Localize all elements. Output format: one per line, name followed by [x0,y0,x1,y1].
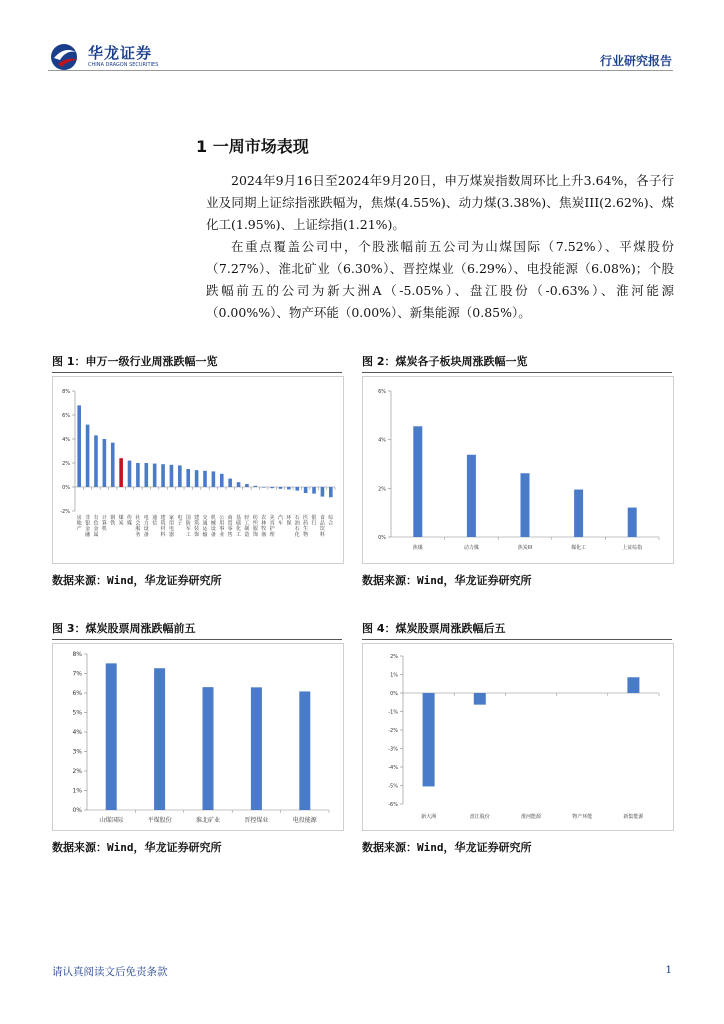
x-tick-label-char: 饰 [194,531,200,538]
bar-汽车 [279,487,283,489]
x-tick-label-char: 础 [236,520,242,527]
bar-焦煤 [413,426,422,537]
x-tick-label-char: 料 [319,531,325,538]
x-tick-label-char: 油 [294,520,300,527]
x-tick-label-char: 车 [277,520,283,527]
bar-交通运输 [203,471,207,487]
y-tick-label: 8% [62,389,70,395]
bar-山煤国际 [106,663,117,810]
chart-2-svg [363,377,673,563]
x-tick-label-char: 器 [168,531,174,538]
bar-公用事业 [220,474,224,487]
brand-name: 华龙证券 [88,44,153,62]
bar-房地产 [77,405,81,487]
figure-2-source: 数据来源：Wind，华龙证券研究所 [362,574,532,587]
bar-新大洲 [423,693,435,786]
header-divider [48,70,673,71]
figure-4-source: 数据来源：Wind，华龙证券研究所 [362,841,532,854]
bar-银行 [312,487,316,494]
x-tick-label-char: 会 [135,520,141,527]
x-tick-label-char: 物 [303,531,309,538]
x-tick-label-char: 贸 [227,520,233,527]
x-tick-label-char: 品 [319,520,325,527]
y-tick-label: -4% [388,765,398,771]
x-tick-label: 电投能源 [292,817,317,824]
x-tick-label-char: 电 [177,515,183,521]
bar-煤炭 [119,458,123,487]
y-tick-label: -3% [388,746,398,753]
x-tick-label-char: 材 [160,526,166,533]
x-tick-label: 平煤股份 [147,817,172,824]
figure-3-chart [52,643,344,831]
y-tick-label: 0% [62,485,70,491]
x-tick-label-char: 金 [93,526,99,533]
x-tick-label-char: 制 [244,526,250,533]
bar-焦炭III [521,473,530,537]
y-tick-label: 6% [72,690,82,697]
bar-淮北矿业 [203,687,214,810]
x-tick-label-char: 筑 [194,520,200,527]
x-tick-label-char: 力 [143,520,149,527]
x-tick-label: 淮河能源 [520,814,542,820]
figure-4-rule [362,639,672,640]
x-tick-label-char: 运 [202,526,208,533]
x-tick-label: 焦煤 [412,545,423,551]
bar-有色金属 [94,435,98,487]
x-tick-label-char: 商 [227,515,233,521]
figure-1-title: 图 1：申万一级行业周涨跌幅一览 [52,355,218,368]
x-tick-label-char: 工 [244,520,250,527]
x-tick-label-char: 地 [76,520,82,527]
bar-医药生物 [304,487,308,493]
x-tick-label-char: 煤 [118,515,124,521]
bar-电子 [178,465,182,487]
bar-新集能源 [627,677,639,693]
report-type: 行业研究报告 [599,54,672,68]
x-tick-label-char: 食 [319,515,325,521]
x-tick-label-char: 电 [168,526,174,533]
y-tick-label: -2% [60,509,70,515]
x-tick-label: 山煤国际 [99,817,124,824]
bar-晋控煤业 [251,687,262,810]
y-tick-label: 3% [72,748,82,756]
paragraph-2: 在重点覆盖公司中，个股涨幅前五公司为山煤国际（7.52%）、平煤股份（7.27%）、淮北矿业（6.30%）、晋控煤业（6.29%）、电投能源（6.08%)；个股跌幅前五的公司为新大洲A（-5.05%）、盘江股份（-0.63%）、淮河能源（0.00%%）、物产环能（0.00%）、新集能源（0.85%）。 [206,239,674,320]
bar-煤化工 [574,490,583,537]
y-tick-label: 2% [72,768,82,775]
y-tick-label: 5% [72,709,82,717]
x-tick-label-char: 子 [177,520,183,527]
x-tick-label-char: 医 [303,515,309,521]
x-tick-label: 新集能源 [623,814,644,820]
y-tick-label: 4% [62,437,70,443]
x-tick-label-char: 媒 [127,520,133,527]
x-tick-label-char: 公 [219,515,225,521]
x-tick-label-char: 零 [227,526,233,533]
figure-3-rule [52,639,342,640]
chart-4-svg [363,644,673,830]
x-tick-label-char: 属 [93,531,99,538]
x-tick-label-char: 生 [303,526,309,533]
x-tick-label-char: 护 [269,526,275,533]
x-tick-label-char: 机 [210,515,216,521]
x-tick-label-char: 铁 [110,520,116,527]
x-tick-label-char: 石 [294,515,300,521]
x-tick-label-char: 机 [101,526,107,533]
x-tick-label-char: 国 [185,515,191,521]
y-tick-label: 0% [72,807,82,814]
x-tick-label-char: 造 [244,531,250,538]
bar-计算机 [103,439,107,487]
x-tick-label-char: 家 [168,515,174,521]
y-tick-label: 1% [72,787,82,795]
x-tick-label-char: 用 [219,520,225,527]
figure-2-rule [362,372,672,373]
x-tick-label-char: 传 [127,515,133,521]
x-tick-label-char: 服 [135,526,141,533]
x-tick-label-char: 汽 [277,515,283,521]
x-tick-label-char: 石 [294,526,300,533]
x-tick-label-char: 计 [101,515,107,521]
y-tick-label: 4% [378,437,386,444]
y-tick-label: 8% [72,651,82,658]
x-tick-label-char: 织 [252,520,258,527]
x-tick-label-char: 保 [286,520,292,527]
bar-农林牧渔 [262,487,266,488]
x-tick-label-char: 房 [76,515,82,521]
x-tick-label-char: 非 [85,515,91,521]
bar-社会服务 [136,463,140,487]
x-tick-label: 物产环能 [572,814,593,820]
x-tick-label-char: 银 [311,515,317,521]
x-tick-label-char: 饮 [319,526,325,533]
page-number: 1 [665,964,672,976]
bar-钢铁 [111,443,115,487]
bar-传媒 [128,461,132,487]
x-tick-label-char: 有 [93,515,99,521]
x-tick-label-char: 务 [135,531,141,538]
bar-美容护理 [270,487,274,488]
x-tick-label-char: 行 [311,520,317,527]
section-title: 1 一周市场表现 [196,137,309,156]
x-tick-label-char: 售 [227,531,233,538]
x-tick-label-char: 化 [236,526,242,533]
x-tick-label-char: 输 [202,531,208,538]
x-tick-label-char: 产 [76,526,82,533]
y-tick-label: -5% [388,783,398,790]
bar-基础化工 [237,482,241,487]
figure-1-rule [52,372,342,373]
x-tick-label-char: 纺 [252,515,258,521]
bar-食品饮料 [321,487,325,497]
brand-name-en: CHINA DRAGON SECURITIES [88,62,159,68]
x-tick-label-char: 事 [219,526,225,533]
y-tick-label: 4% [72,729,82,736]
x-tick-label-char: 林 [261,520,267,527]
x-tick-label-char: 备 [210,531,216,538]
y-tick-label: 6% [378,389,386,395]
bar-环保 [287,487,291,489]
x-tick-label: 晋控煤业 [244,817,269,824]
bar-动力煤 [467,455,476,537]
x-tick-label-char: 电 [143,515,149,521]
y-tick-label: -6% [388,802,398,808]
bar-国防军工 [186,469,190,487]
bar-轻工制造 [245,484,249,487]
x-tick-label-char: 社 [135,515,141,521]
x-tick-label-char: 械 [210,520,216,527]
x-tick-label-char: 综 [328,515,334,521]
figure-4-title: 图 4：煤炭股票周涨跌幅后五 [362,622,506,635]
y-tick-label: 1% [390,672,398,679]
x-tick-label-char: 基 [236,515,242,521]
bar-综合 [329,487,333,497]
x-tick-label-char: 军 [185,526,191,533]
y-tick-label: -2% [388,728,398,734]
figure-3-title: 图 3：煤炭股票周涨跌幅前五 [52,622,196,635]
x-tick-label: 淮北矿业 [195,817,221,824]
chart-1-svg [53,377,343,563]
brand-logo-icon [48,42,84,72]
x-tick-label: 新大洲 [421,814,437,820]
bar-建筑材料 [161,464,165,487]
x-tick-label-char: 装 [194,526,200,533]
x-tick-label-char: 信 [152,520,158,527]
bar-电力设备 [144,463,148,487]
x-tick-label-char: 药 [303,520,309,527]
bar-家用电器 [170,465,174,487]
x-tick-label-char: 轻 [244,515,250,521]
x-tick-label-char: 料 [160,531,166,538]
x-tick-label-char: 算 [101,520,107,527]
figure-3-source: 数据来源：Wind，华龙证券研究所 [52,841,222,854]
bar-商贸零售 [228,479,232,487]
chart-3-svg [53,644,343,830]
x-tick-label: 上证综指 [622,545,643,551]
x-tick-label-char: 渔 [261,531,267,538]
x-tick-label-char: 融 [85,531,91,538]
y-tick-label: 2% [62,461,70,467]
bar-纺织服饰 [254,486,258,487]
x-tick-label-char: 备 [143,531,149,538]
figure-4-chart [362,643,674,831]
x-tick-label-char: 业 [219,531,225,538]
bar-上证综指 [628,508,637,537]
bar-通信 [153,464,157,487]
x-tick-label-char: 理 [269,531,275,538]
x-tick-label: 盘江股份 [469,814,490,820]
x-tick-label-char: 美 [269,515,275,521]
bar-盘江股份 [474,693,486,705]
x-tick-label-char: 服 [252,526,258,533]
x-tick-label-char: 交 [202,515,208,521]
x-tick-label-char: 环 [286,515,292,521]
x-tick-label-char: 设 [210,526,216,533]
paragraph-1: 2024年9月16日至2024年9月20日，申万煤炭指数周环比上升3.64%，各子行业及同期上证综指涨跌幅为，焦煤(4.55%)、动力煤(3.38%)、焦炭III(2.62%)、煤化工(1.95%)、上证综指(1.21%)。 [206,173,674,232]
x-tick-label-char: 工 [185,531,191,538]
x-tick-label-char: 牧 [261,526,267,533]
y-tick-label: 0% [378,535,386,541]
x-tick-label-char: 合 [328,520,334,527]
x-tick-label-char: 农 [261,515,267,521]
x-tick-label-char: 炭 [118,520,124,527]
x-tick-label: 焦炭III [517,545,533,551]
y-tick-label: 2% [378,486,386,493]
figure-1-source: 数据来源：Wind，华龙证券研究所 [52,574,222,587]
x-tick-label-char: 建 [160,515,166,521]
figure-2-chart [362,376,674,564]
x-tick-label-char: 钢 [110,515,116,521]
bar-石油石化 [295,487,299,491]
y-tick-label: 7% [72,670,82,678]
y-tick-label: 0% [390,691,398,697]
x-tick-label-char: 化 [294,531,300,538]
y-tick-label: 6% [62,413,70,419]
x-tick-label-char: 防 [185,520,191,527]
x-tick-label-char: 设 [143,526,149,533]
bar-非银金融 [86,425,90,487]
bar-平煤股份 [154,668,165,810]
y-tick-label: -1% [388,709,398,716]
bar-建筑装饰 [195,470,199,487]
figure-1-chart [52,376,344,564]
x-tick-label-char: 饰 [252,531,258,538]
x-tick-label-char: 工 [236,531,242,538]
x-tick-label-char: 色 [93,520,99,527]
x-tick-label-char: 银 [85,520,91,527]
bar-机械设备 [212,471,216,487]
x-tick-label: 煤化工 [571,545,587,551]
x-tick-label-char: 通 [202,520,208,527]
x-tick-label-char: 筑 [160,520,166,527]
x-tick-label-char: 容 [269,520,275,527]
x-tick-label-char: 用 [168,520,174,527]
y-tick-label: 2% [390,654,398,660]
bar-电投能源 [299,691,310,810]
x-tick-label-char: 建 [194,515,200,521]
figure-2-title: 图 2：煤炭各子板块周涨跌幅一览 [362,355,528,368]
x-tick-label: 动力煤 [463,545,479,551]
x-tick-label-char: 金 [85,526,91,533]
x-tick-label-char: 通 [152,515,158,521]
footer-disclaimer: 请认真阅读文后免责条款 [52,966,168,978]
